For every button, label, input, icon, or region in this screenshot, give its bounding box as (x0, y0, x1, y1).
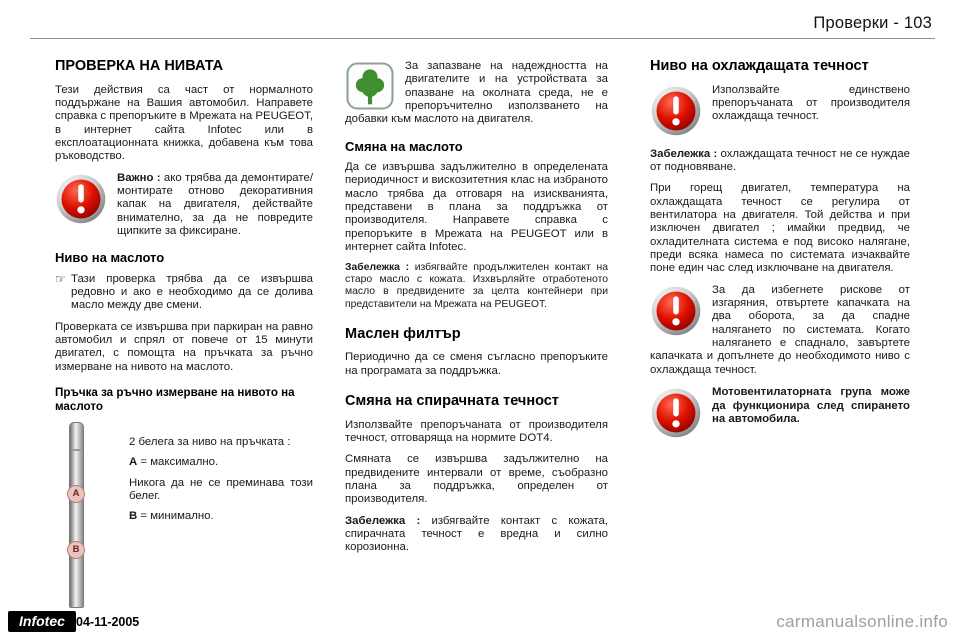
coolant-level-heading: Ниво на охлаждащата течност (650, 58, 869, 74)
note-label: Забележка : (345, 514, 421, 527)
brake-fluid-note (345, 515, 608, 555)
dipstick-figure (55, 420, 313, 612)
dipstick-caption: 2 белега за ниво на пръчката : (129, 435, 291, 448)
dipstick-heading: Пръчка за ръчно измерване на нивото на маслото (55, 386, 295, 413)
coolant-note (650, 148, 910, 175)
important-body: ако трябва да демонтирате/монтирате отново декоративния капак на двигателя, действайте внимателно, за да не повредите щипките за фиксиране. (117, 171, 313, 238)
brake-fluid-text-1: Използвайте препоръчаната от производителя течност, отговаряща на нормите DOT4. (345, 418, 608, 444)
coolant-warning-block (650, 84, 910, 139)
level-check-intro: Тези действия са част от нормалното поддържане на Вашия автомобил. Направете справка с препоръките в Мрежата на PEUGEOT, в интернет сайта Infotec или в експлоатационната книжка, добавена към това ръководство. (55, 83, 313, 163)
warning-icon (55, 173, 107, 225)
burn-warning-text: За да избегнете рискове от изгаряния, отвъртете капачката на два оборота, за да спадне налягането по системата. Когато налягането е спаднало, завъртете капачката и допълнете до необходимото ниво с охлаждаща течност. (650, 283, 910, 376)
fan-warning-text: Мотовентилаторната група може да функционира след спирането на автомобила. (712, 386, 910, 425)
oil-level-text: Проверката се извършва при паркиран на равно автомобил и спрял от повече от 15 минути двигател, с помощта на пръчката за ръчно измерване на нивото на маслото. (55, 320, 313, 373)
pointer-hand-icon: ☞ (55, 271, 66, 286)
oil-change-text: Да се извършва задължително в определената периодичност и вискозитетния клас на избраното масло трябва да отговаря на изискванията, представени в плана за поддръжка от производителя. Направете справка с препоръките в Мрежата на PEUGEOT или в интернет сайта Infotec. (345, 160, 608, 253)
note-label: Забележка : (345, 262, 410, 274)
oil-filter-heading: Маслен филтър (345, 325, 461, 342)
coolant-note-text: охлаждащата течност не се нуждае от подновяване. (650, 147, 910, 174)
infotec-logo (8, 611, 76, 632)
marker-a-note: Никога да не се преминава този белег. (129, 476, 313, 502)
oil-change-note (345, 262, 608, 310)
oil-level-heading: Ниво на маслото (55, 250, 165, 266)
dipstick-caption-block (129, 420, 313, 524)
important-label: Важно : (117, 171, 161, 184)
marker-a-line: A = максимално. (129, 456, 219, 469)
oil-level-bullet-text: Тази проверка трябва да се извършва редовно и ако е необходимо да се долива масло между две смени. (71, 272, 313, 312)
page-header-title: Проверки - 103 (813, 14, 932, 32)
tree-icon (345, 61, 395, 111)
dipstick-marker-b (67, 541, 85, 559)
warning-icon (650, 285, 702, 337)
oil-change-heading: Смяна на маслото (345, 138, 463, 154)
warning-icon (650, 387, 702, 439)
note-label: Забележка : (650, 147, 718, 160)
marker-b-label: B (72, 544, 80, 556)
brake-fluid-heading: Смяна на спирачната течност (345, 392, 559, 409)
marker-a-label: A (72, 488, 80, 500)
oil-filter-text: Периодично да се сменя съгласно препоръките на програмата за поддръжка. (345, 351, 608, 377)
column-right (650, 58, 910, 450)
level-check-heading: ПРОВЕРКА НА НИВАТА (55, 58, 224, 74)
eco-note-block (345, 60, 608, 127)
brake-fluid-text-2: Смяната се извършва задължително на предвидените интервали от време, съобразно плана за поддръжка, определен от производителя. (345, 453, 608, 506)
marker-b-line: B = минимално. (129, 510, 214, 523)
column-left (55, 58, 313, 612)
brake-fluid-note-text: избягвайте контакт с кожата, спирачната течност е вредна и силно корозионна. (345, 514, 608, 554)
oil-change-note-text: избягвайте продължителен контакт на старо масло с кожата. Изхвърляйте отработеното масло в предвидените за целта контейнери при представители на Мрежата на PEUGEOT. (345, 262, 608, 310)
infotec-logo-text: Infotec (19, 613, 65, 629)
watermark-text: carmanualsonline.info (776, 612, 948, 631)
eco-text: За запазване на надеждността на двигателите и на устройствата за опазване на околната среда, не е препоръчително използването на добавки към маслото на двигателя. (345, 60, 608, 126)
important-note-block (55, 172, 313, 239)
fan-warning-block (650, 386, 910, 441)
oil-level-bullet (55, 273, 313, 313)
warning-icon (650, 85, 702, 137)
coolant-text: При горещ двигател, температура на охлаждащата течност се регулира от вентилатора на двигателя. Той действа и при изключен двигател ; имайки предвид, че охладителната система е под високо налягане, преди всяка намеса по системата изчаквайте поне един час след изключване на двигателя. (650, 182, 910, 275)
dipstick-marker-a (67, 485, 85, 503)
column-middle (345, 58, 608, 563)
header-divider (30, 38, 935, 39)
burn-warning-block (650, 284, 910, 377)
footer-date: 04-11-2005 (76, 615, 140, 629)
dipstick-image (69, 422, 84, 608)
coolant-warning-text: Използвайте единствено препоръчаната от производителя охлаждаща течност. (712, 83, 910, 123)
